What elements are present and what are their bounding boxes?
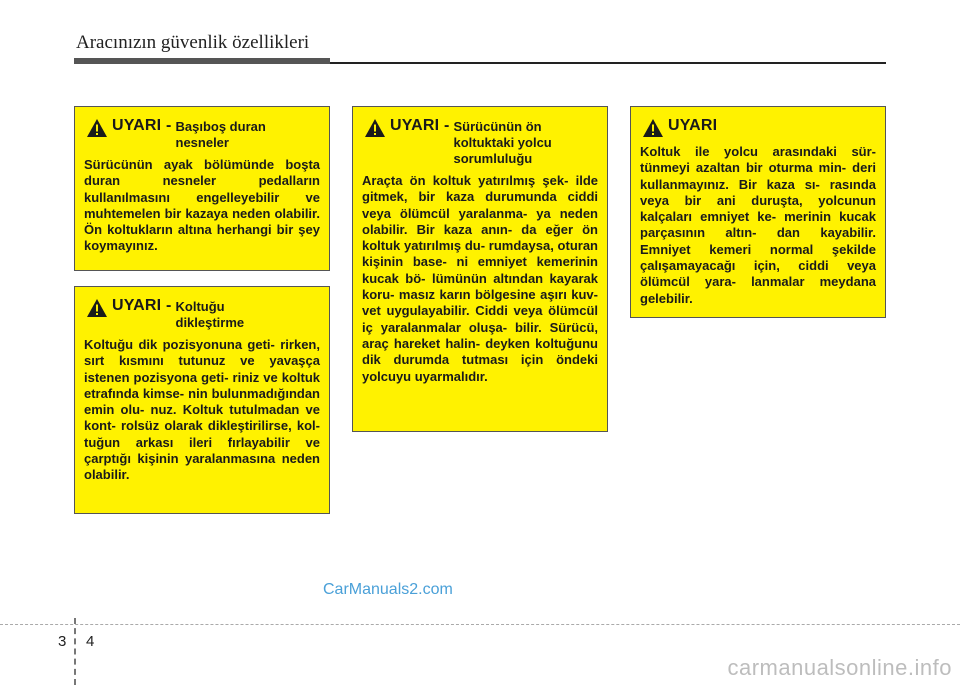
warning-header [84,117,320,151]
site-watermark: carmanualsonline.info [727,655,952,680]
warning-triangle-icon [86,118,108,138]
warning-body: Koltuğu dik pozisyonuna geti- rirken, sırt kısmını tutunuz ve yavaşça istenen pozisyona geti- riniz ve koltuk etrafında kimse- nin bulunmadığından emin olu- nuz. Koltuk tutulmadan ve kont- rolsüz olarak dikleştirilirse, kol- tuğun arkası ileri fırlayabilir ve çarptığı kişinin yaralanmasına neden olabilir. [84,337,320,483]
warning-header [640,117,876,138]
warning-header [362,117,598,167]
warning-box-seat-cushion [630,106,886,318]
warning-body: Araçta ön koltuk yatırılmış şek- ilde gitmek, bir kaza durumunda ciddi veya ölümcül yaralanma- ya neden olabilir. Bir kaza anın- da eğer ön koltuk yatırılmış du- rumdaysa, oturan kişinin base- ni emniyet kemerinin kucak bö- lümünün altından kayarak koru- masız karın bölgesine aşırı kuv- vet uygulayabilir. Ciddi veya ölümcül iç yaralanmalar oluşa- bilir. Sürücü, araç hareket halin- deyken koltuğunu dik durumda tutması için öndeki yolcuyu uyarmalıdır. [362,173,598,384]
warning-header [84,297,320,331]
footer-divider [0,624,960,625]
warning-triangle-icon [86,298,108,318]
warning-label: UYARI - [390,117,450,134]
warning-label: UYARI - [112,297,172,314]
warning-subtitle: Koltuğu dikleştirme [175,299,245,330]
watermark-link[interactable]: CarManuals2.com [323,581,453,598]
warning-subtitle: Başıboş duran nesneler [175,119,266,150]
header-rule-thin [330,62,886,64]
warning-triangle-icon [364,118,386,138]
header-rule-thick [74,58,330,64]
chapter-number: 3 [58,633,67,650]
warning-body: Koltuk ile yolcu arasındaki sür- tünmeyi azaltan bir oturma min- deri kullanmayınız. Bir kaza sı- rasında veya bir ani duruşta, yolcunun kalçaları emniyet ke- merinin kucak parçasının altın- dan kayabilir. Emniyet kemeri normal şekilde çalışamayacağı için, ciddi veya ölümcül yara- lanmalar meydana gelebilir. [640,144,876,306]
warning-box-loose-objects [74,106,330,271]
warning-body: Sürücünün ayak bölümünde boşta duran nesneler pedalların kullanılmasını engelleyebilir ve muhtemelen bir kazaya neden olabilir. Ön koltukların altına herhangi bir şey koymayınız. [84,157,320,254]
warning-label: UYARI - [112,117,172,134]
warning-subtitle: Sürücünün ön koltuktaki yolcu sorumluluğu [453,119,552,166]
warning-box-driver-responsibility [352,106,608,432]
footer-page-divider [74,618,76,685]
warning-triangle-icon [642,118,664,138]
page-header-title: Aracınızın güvenlik özellikleri [76,32,310,53]
warning-box-seat-upright [74,286,330,514]
page-number: 4 [86,633,95,650]
warning-label: UYARI [668,117,718,134]
